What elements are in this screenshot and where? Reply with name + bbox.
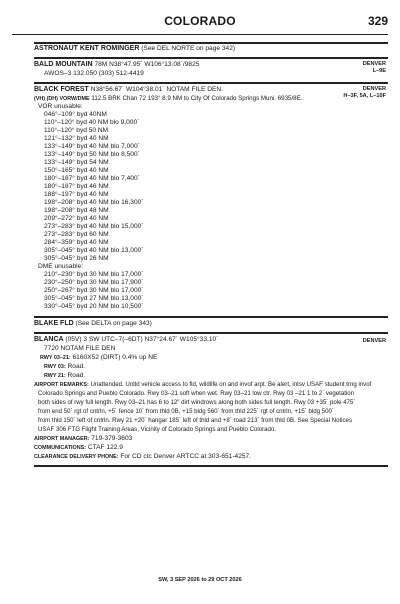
region-name: DENVER bbox=[362, 86, 386, 92]
vor-restriction: 150°–165° byd 40 NM bbox=[44, 167, 109, 174]
communications bbox=[34, 444, 123, 452]
bald-mountain-line1 bbox=[34, 61, 199, 69]
page-header bbox=[12, 14, 388, 35]
remarks-text: Unattended. Unltd vehicle access to fld, wildlife on and invof arpt. Be alert, intsv USAF student trng invof bbox=[90, 381, 372, 388]
remarks-line: USAF 306 FTG Flight Training Areas, Vicinity of Colorado Springs and Pueblo Colorado. bbox=[38, 426, 277, 433]
remarks-line: Colorado Springs and Pueblo Colorado. Rwy 03–21 soft when wet. Rwy 03–21 low ctr. Rwy 03 –21 1 to 2´ vegetation bbox=[38, 390, 355, 397]
region-name: DENVER bbox=[362, 61, 386, 67]
region-name: DENVER bbox=[362, 338, 386, 344]
runway-info bbox=[40, 354, 157, 362]
vor-restriction: 133°–149° byd 54 NM bbox=[44, 159, 109, 166]
vor-restriction: 305°–045° byd 26 NM bbox=[44, 255, 109, 262]
vor-restriction: 121°–132° byd 40 NM bbox=[44, 135, 109, 142]
location-info: N38°56.67´ W104°38.01´ NOTAM FILE DEN. bbox=[90, 86, 223, 93]
runway-label: RWY 03–21: bbox=[40, 355, 71, 361]
runway-value: Road. bbox=[67, 363, 86, 370]
vor-restriction: 133°–149° byd 40 NM blo 7,000´ bbox=[44, 143, 140, 150]
remarks-line: both sides of rwy full length. Rwy 03–21 has 6 to 12″ dirt windrows along both sides full length. Rwy 03 +35´ pole 475´ bbox=[38, 399, 356, 406]
communications-value: CTAF 122.9 bbox=[87, 444, 123, 451]
airport-name: BLAKE FLD bbox=[34, 320, 74, 327]
region-label bbox=[343, 86, 386, 100]
vor-restriction: 198°–208° byd 40 NM blo 16,300´ bbox=[44, 199, 144, 206]
airport-name: BALD MOUNTAIN bbox=[34, 61, 93, 68]
section-divider bbox=[34, 42, 388, 44]
vor-restriction: 284°–359° byd 40 NM bbox=[44, 239, 109, 246]
vor-restriction: 180°–187° byd 40 NM blo 7,400´ bbox=[44, 175, 140, 182]
elevation-notam: 7720 NOTAM FILE DEN bbox=[44, 345, 116, 352]
clearance-delivery bbox=[34, 453, 251, 461]
vor-restriction: 198°–208° byd 48 NM bbox=[44, 207, 109, 214]
vor-unusable-heading: VOR unusable: bbox=[38, 103, 83, 110]
blanca-line1 bbox=[34, 336, 218, 344]
vor-restriction: 133°–149° byd 50 NM blo 8,500´ bbox=[44, 151, 140, 158]
section-divider bbox=[34, 57, 388, 59]
page-title: COLORADO bbox=[164, 14, 236, 28]
region-label bbox=[363, 61, 386, 75]
runway-21-info bbox=[44, 372, 85, 380]
astronaut-entry bbox=[34, 45, 235, 53]
manager-label: AIRPORT MANAGER: bbox=[34, 436, 90, 442]
vor-restriction: 273°–283° byd 60 NM bbox=[44, 231, 109, 238]
dme-unusable-heading: DME unusable: bbox=[38, 263, 84, 270]
runway-03-info bbox=[44, 363, 85, 371]
clearance-label: CLEARANCE DELIVERY PHONE: bbox=[34, 454, 119, 460]
chart-ref: H–3F, 5A, L–10F bbox=[343, 93, 386, 99]
runway-value: Road. bbox=[67, 372, 86, 379]
remarks-line: from end 50´ rgt of cntrln, +5´ fence 10´ from thld 0B, +15 bldg 560´ from thld 225´ rgt of cntrln, +15´ bldg 500´ bbox=[38, 408, 334, 415]
location-info: (05V) 3 SW UTC–7(–6DT) N37°24.67´ W105°33.10´ bbox=[65, 336, 219, 343]
runway-value: 6160X52 (DIRT) 0.4% up NE bbox=[72, 354, 158, 361]
cross-reference: (See DEL NORTE on page 342) bbox=[141, 45, 236, 52]
region-label bbox=[363, 338, 386, 345]
black-forest-line2 bbox=[34, 95, 302, 103]
vor-restriction: 305°–045° byd 40 NM blo 13,000´ bbox=[44, 247, 144, 254]
dme-restriction: 230°–250° byd 30 NM blo 17,900´ bbox=[44, 279, 144, 286]
clearance-value: For CD ctc Denver ARTCC at 303-651-4257. bbox=[120, 453, 252, 460]
page-number: 329 bbox=[367, 14, 388, 28]
cross-reference: (See DELTA on page 343) bbox=[75, 320, 152, 327]
navaid-info: 112.5 BRK Chan 72 193° 8.9 NM to City Of Colorado Springs Muni. 6935/8E. bbox=[91, 95, 303, 102]
vor-restriction: 188°–197° byd 40 NM bbox=[44, 191, 109, 198]
section-divider bbox=[34, 82, 388, 84]
vor-restriction: 273°–283° byd 40 NM blo 15,000´ bbox=[44, 223, 144, 230]
remarks-line: from thld 150´ left of cntrln. Rwy 21 +20´ hangar 185´ left of thld and +8´ road 213´ from thld 0B. See Special Notices bbox=[38, 417, 352, 424]
dme-restriction: 305°–045° byd 27 NM blo 13,000´ bbox=[44, 295, 144, 302]
effective-dates: SW, 3 SEP 2026 to 29 OCT 2026 bbox=[158, 577, 242, 583]
black-forest-line1 bbox=[34, 86, 223, 94]
vor-restriction: 110°–120° byd 40 NM blo 9,000´ bbox=[44, 119, 140, 126]
runway-label: RWY 03: bbox=[44, 364, 66, 370]
vor-restriction: 209°–272° byd 40 NM bbox=[44, 215, 109, 222]
airport-name: ASTRONAUT KENT ROMINGER bbox=[34, 45, 140, 52]
runway-label: RWY 21: bbox=[44, 373, 66, 379]
remarks-label: AIRPORT REMARKS: bbox=[34, 382, 89, 388]
vor-restriction: 180°–187° byd 46 NM bbox=[44, 183, 109, 190]
chart-ref: L–9E bbox=[372, 68, 386, 74]
dme-restriction: 250°–267° byd 30 NM blo 17,000´ bbox=[44, 287, 144, 294]
section-divider bbox=[34, 316, 388, 318]
airport-manager bbox=[34, 435, 132, 443]
location-info: 78M N38°47.95´ W106°13.08´/9825 bbox=[94, 61, 200, 68]
airport-remarks bbox=[34, 381, 371, 389]
vor-restriction: 046°–109° byd 40NM bbox=[44, 111, 107, 118]
vor-restriction: 110°–120° byd 50 NM bbox=[44, 127, 109, 134]
section-divider bbox=[34, 332, 388, 334]
section-divider bbox=[34, 465, 388, 467]
blake-entry bbox=[34, 320, 152, 328]
dme-restriction: 330°–045° byd 20 NM blo 10,500´ bbox=[44, 303, 144, 310]
communications-label: COMMUNICATIONS: bbox=[34, 445, 87, 451]
awos-info: AWOS–3 132.050 (303) 512-4419 bbox=[44, 70, 144, 77]
manager-phone: 719-379-3603 bbox=[91, 435, 133, 442]
navaid-class: (VH) (DH) VORW/DME bbox=[34, 96, 90, 102]
navaid-name: BLACK FOREST bbox=[34, 86, 89, 93]
airport-name: BLANCA bbox=[34, 336, 64, 343]
dme-restriction: 210°–230° byd 30 NM blo 17,000´ bbox=[44, 271, 144, 278]
